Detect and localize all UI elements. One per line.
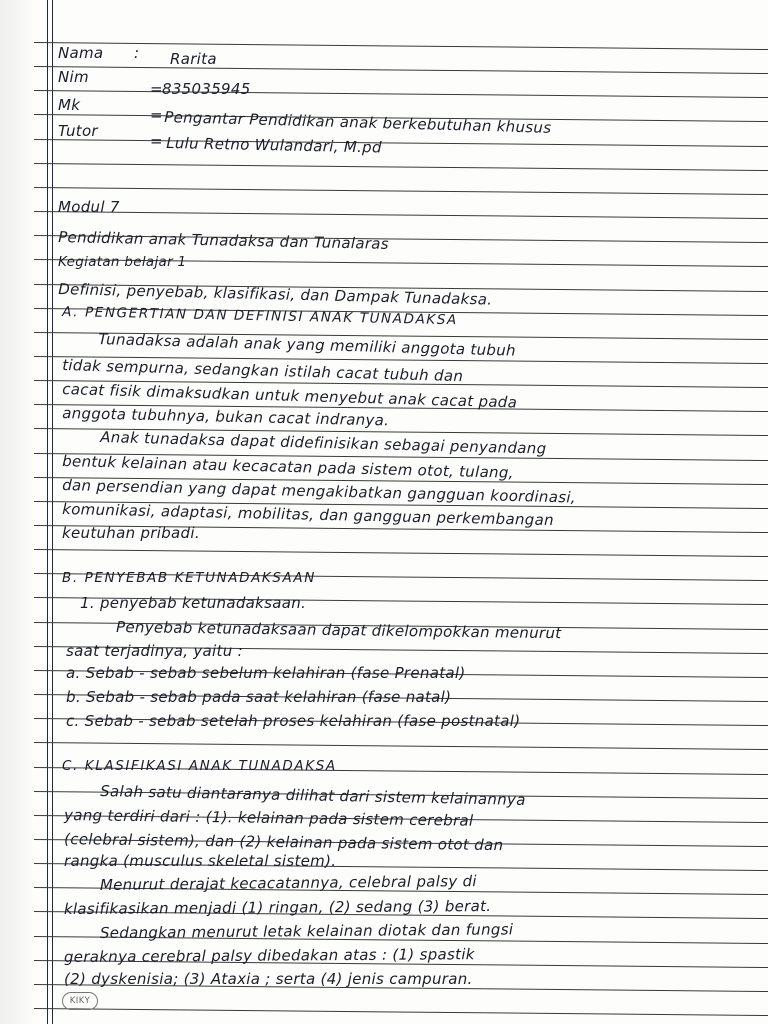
section-a-line-7: dan persendian yang dapat mengakibatkan gangguan koordinasi,: [62, 476, 577, 507]
section-c-line-2: yang terdiri dari : (1). kelainan pada sistem cerebral: [64, 806, 474, 830]
section-c-line-9: (2) dyskenisia; (3) Ataxia ; serta (4) jenis campuran.: [64, 970, 473, 988]
section-c-line-8: geraknya cerebral palsy dibedakan atas : (1) spastik: [63, 945, 475, 966]
header-label-nama: Nama: [58, 44, 104, 62]
section-b-heading: B. PENYEBAB KETUNADAKSAAN: [62, 570, 316, 586]
header-label-tutor: Tutor: [58, 122, 98, 140]
margin-line-left: [47, 0, 48, 1024]
section-b-item-b: b. Sebab - sebab pada saat kelahiran (fase natal): [66, 688, 452, 706]
header-label-mk: Mk: [58, 96, 81, 114]
section-a-line-8: komunikasi, adaptasi, mobilitas, dan gangguan perkembangan: [62, 500, 555, 530]
header-sep-nama: :: [134, 44, 140, 62]
header-value-nama: Rarita: [170, 50, 217, 68]
section-b-line-1: Penyebab ketunadaksaan dapat dikelompokkan menurut: [116, 618, 562, 643]
header-sep-tutor: =: [150, 132, 163, 150]
ruled-line: [34, 42, 768, 50]
section-a-line-4: anggota tubuhnya, bukan cacat indranya.: [62, 404, 390, 430]
section-c-line-7: Sedangkan menurut letak kelainan diotak dan fungsi: [99, 920, 514, 942]
section-c-heading: C. KLASIFIKASI ANAK TUNADAKSA: [62, 758, 337, 774]
activity-label: Kegiatan belajar 1: [58, 254, 187, 270]
header-value-nim: 835035945: [162, 80, 251, 98]
section-a-line-3: cacat fisik dimaksudkan untuk menyebut anak cacat pada: [62, 380, 518, 412]
header-sep-mk: =: [150, 106, 163, 124]
ruled-line: [34, 742, 768, 750]
section-a-line-9: keutuhan pribadi.: [62, 524, 200, 542]
section-b-subheading: 1. penyebab ketunadaksaan.: [80, 594, 307, 612]
ruled-line: [34, 66, 768, 74]
section-c-line-5: Menurut derajat kecacatannya, celebral palsy di: [99, 872, 477, 894]
section-a-line-5: Anak tunadaksa dapat didefinisikan sebagai penyandang: [100, 428, 547, 458]
header-value-tutor: Lulu Retno Wulandari, M.pd: [166, 134, 382, 157]
page-binding-edge: [0, 0, 34, 1024]
ruled-line: [34, 163, 768, 171]
ruled-line: [34, 1008, 768, 1016]
ruled-line: [34, 187, 768, 195]
section-a-line-2: tidak sempurna, sedangkan istilah cacat tubuh dan: [62, 356, 464, 386]
section-c-line-3: (celebral sistem), dan (2) kelainan pada sistem otot dan: [64, 830, 504, 855]
header-value-mk: Pengantar Pendidikan anak berkebutuhan khusus: [164, 108, 552, 137]
section-a-line-6: bentuk kelainan atau kecacatan pada sistem otot, tulang,: [62, 452, 515, 482]
section-b-line-2: saat terjadinya, yaitu :: [66, 642, 243, 660]
header-sep-nim: =: [150, 80, 163, 98]
section-b-item-a: a. Sebab - sebab sebelum kelahiran (fase Prenatal): [66, 664, 466, 682]
ruled-line: [34, 211, 768, 219]
ruled-line: [34, 90, 768, 98]
section-c-line-6: klasifikasikan menjadi (1) ringan, (2) sedang (3) berat.: [63, 897, 492, 918]
section-a-line-1: Tunadaksa adalah anak yang memiliki anggota tubuh: [98, 330, 517, 360]
ruled-line: [34, 139, 768, 147]
header-label-nim: Nim: [58, 68, 89, 86]
margin-line-left-double: [52, 0, 53, 1024]
section-b-item-c: c. Sebab - sebab setelah proses kelahiran (fase postnatal): [66, 712, 521, 730]
section-a-heading: A. PENGERTIAN DAN DEFINISI ANAK TUNADAKSA: [62, 304, 458, 329]
section-c-line-1: Salah satu diantaranya dilihat dari sistem kelainannya: [100, 782, 526, 809]
section-c-line-4: rangka (musculus skeletal sistem).: [64, 852, 337, 870]
module-subtitle: Pendidikan anak Tunadaksa dan Tunalaras: [58, 228, 390, 253]
topic-line: Definisi, penyebab, klasifikasi, dan Dampak Tunadaksa.: [58, 280, 493, 309]
notebook-brand-logo: KIKY: [62, 992, 98, 1010]
module-title: Modul 7: [58, 198, 120, 216]
ruled-line: [34, 549, 768, 557]
